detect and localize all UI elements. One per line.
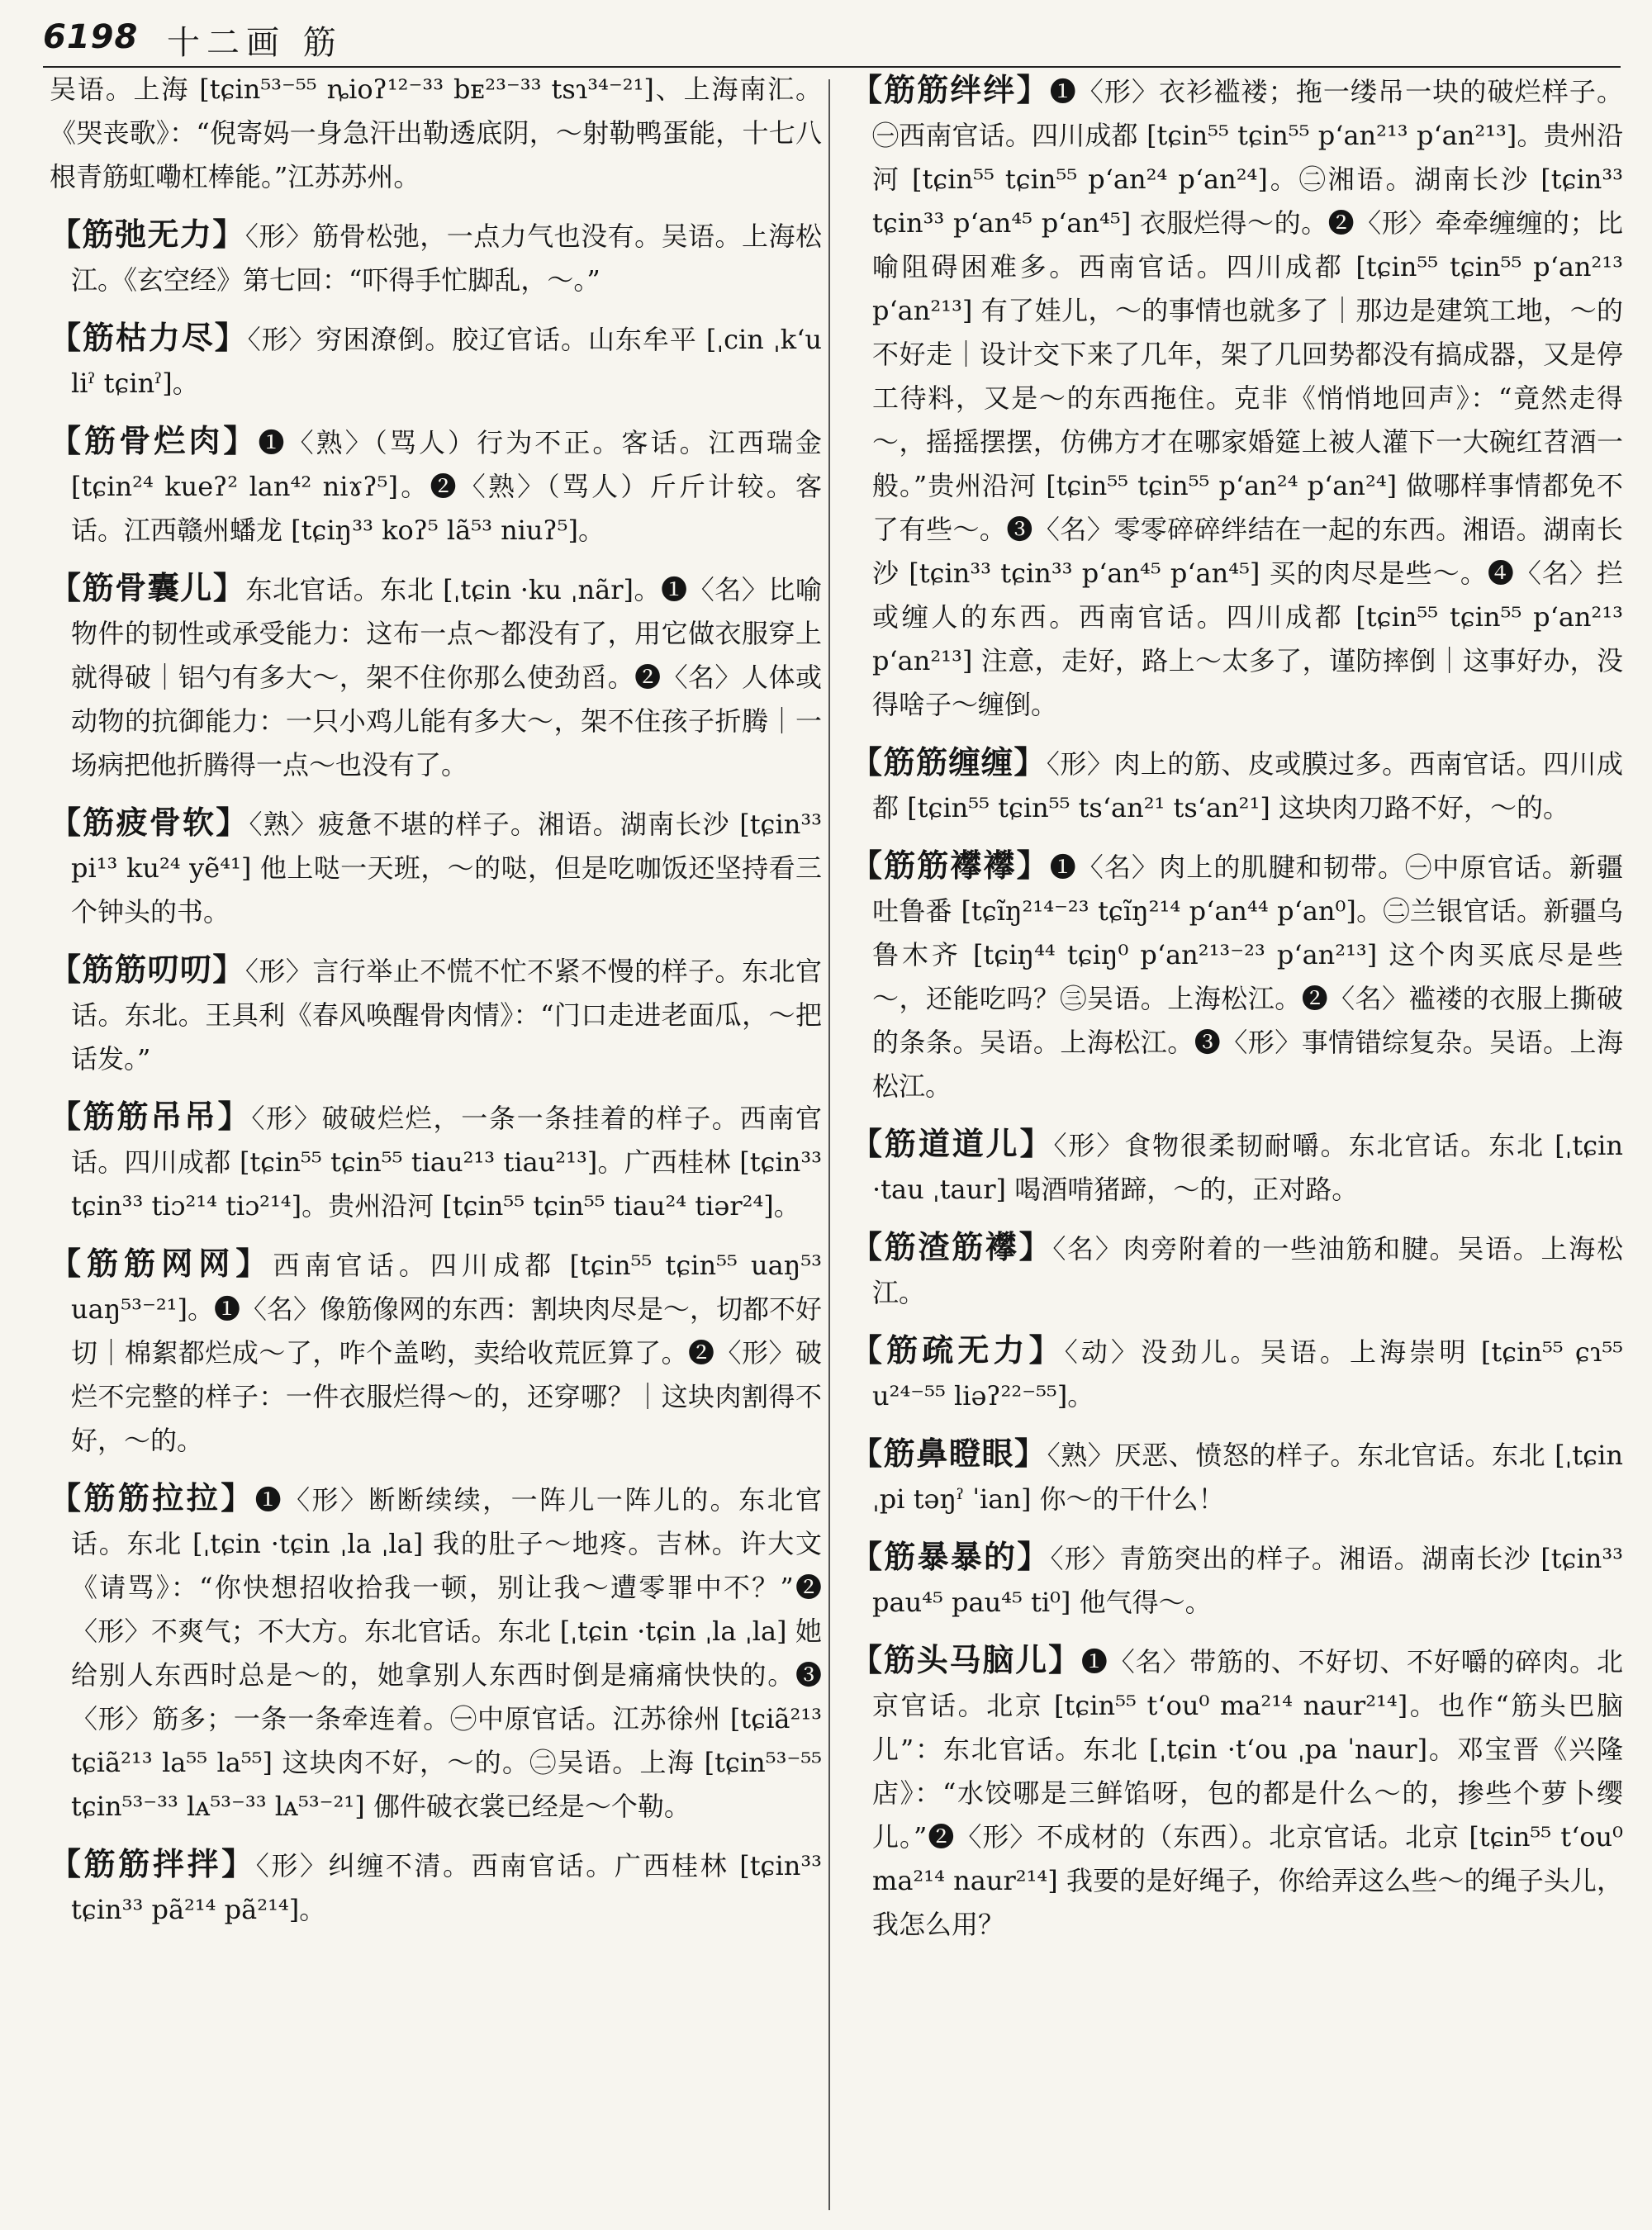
entry-headword: 【筋骨囊儿】: [50, 569, 246, 606]
dictionary-entry: [50, 1094, 822, 1228]
page-number: 6198: [43, 18, 139, 56]
entry-definition: ❶〈名〉肉上的肌腱和韧带。㊀中原官话。新疆吐鲁番 [tɕĩŋ²¹⁴⁻²³ tɕĩŋ²¹⁴ p‘an⁴⁴ p‘an⁰]。㊁兰银官话。新疆乌鲁木齐 [tɕiŋ⁴⁴ tɕiŋ⁰ p‘an²¹³⁻²³ p‘an²¹³] 这个肉买底尽是些～，还能吃吗？㊂吴语。上海松江。❷〈名〉褴褛的衣服上撕破的条条。吴语。上海松江。❸〈形〉事情错综复杂。吴语。上海松江。: [872, 852, 1623, 1102]
dictionary-entry: [50, 419, 822, 553]
entry-definition: 〈形〉筋骨松弛，一点力气也没有。吴语。上海松江。《玄空经》第七回：“吓得手忙脚乱，～。”: [71, 221, 822, 296]
dictionary-entry: [851, 1328, 1623, 1418]
dictionary-entry: [851, 68, 1623, 727]
entry-headword: 【筋暴暴的】: [851, 1538, 1051, 1575]
entry-headword: 【筋筋绊绊】: [851, 71, 1050, 108]
running-head: 十二画 筋: [167, 24, 343, 62]
entry-headword: 【筋筋缠缠】: [851, 743, 1047, 780]
entry-headword: 【筋筋吊吊】: [50, 1098, 252, 1135]
entry-headword: 【筋道道儿】: [851, 1125, 1054, 1162]
entry-headword: 【筋筋襻襻】: [851, 847, 1050, 884]
dictionary-entry: [851, 1225, 1623, 1315]
entry-headword: 【筋弛无力】: [50, 216, 245, 253]
right-column: [851, 68, 1623, 2215]
entry-definition: 东北官话。东北 [ˌtɕin ·ku ˌnãr]。❶〈名〉比喻物件的韧性或承受能力：这布一点～都没有了，用它做衣服穿上就得破｜铝勺有多大～，架不住你那么使劲舀。❷〈名〉人体或动物的抗御能力：一只小鸡儿能有多大～，架不住孩子折腾｜一场病把他折腾得一点～也没有了。: [71, 574, 822, 780]
entry-headword: 【筋鼻瞪眼】: [851, 1435, 1047, 1472]
entry-definition: ❶〈形〉衣衫褴褛；拖一缕吊一块的破烂样子。㊀西南官话。四川成都 [tɕin⁵⁵ tɕin⁵⁵ p‘an²¹³ p‘an²¹³]。贵州沿河 [tɕin⁵⁵ tɕin⁵⁵ p‘an²⁴ p‘an²⁴]。㊁湘语。湖南长沙 [tɕin³³ tɕin³³ p‘an⁴⁵ p‘an⁴⁵] 衣服烂得～的。❷〈形〉牵牵缠缠的；比喻阻碍困难多。西南官话。四川成都 [tɕin⁵⁵ tɕin⁵⁵ p‘an²¹³ p‘an²¹³] 有了娃儿，～的事情也就多了｜那边是建筑工地，～的不好走｜设计交下来了几年，架了几回势都没有搞成器，又是停工待料，又是～的东西拖住。克非《悄悄地回声》：“竟然走得～，摇摇摆摆，仿佛方才在哪家婚筵上被人灌下一大碗红苕酒一般。”贵州沿河 [tɕin⁵⁵ tɕin⁵⁵ p‘an²⁴ p‘an²⁴] 做哪样事情都免不了有些～。❸〈名〉零零碎碎绊结在一起的东西。湘语。湖南长沙 [tɕin³³ tɕin³³ p‘an⁴⁵ p‘an⁴⁵] 买的肉尽是些～。❹〈名〉拦或缠人的东西。西南官话。四川成都 [tɕin⁵⁵ tɕin⁵⁵ p‘an²¹³ p‘an²¹³] 注意，走好，路上～太多了，谨防摔倒｜这事好办，没得啥子～缠倒。: [872, 76, 1623, 720]
entry-definition: 〈形〉肉上的筋、皮或膜过多。西南官话。四川成都 [tɕin⁵⁵ tɕin⁵⁵ ts‘an²¹ ts‘an²¹] 这块肉刀路不好，～的。: [872, 748, 1623, 823]
entry-headword: 【筋筋叨叨】: [50, 951, 245, 988]
left-column: [50, 68, 822, 2215]
entry-headword: 【筋渣筋襻】: [851, 1228, 1053, 1265]
column-divider: [828, 79, 830, 2210]
dictionary-entry: [50, 800, 822, 934]
entry-continuation: [50, 68, 822, 199]
page-header: [43, 17, 1621, 68]
entry-definition: 吴语。上海 [tɕin⁵³⁻⁵⁵ ȵioʔ¹²⁻³³ bᴇ²³⁻³³ tsɿ³⁴⁻²¹]、上海南汇。《哭丧歌》：“倪寄妈一身急汗出勒透底阴，～射勒鸭蛋能，十七八根青筋虹嘞杠棒能。”江苏苏州。: [50, 74, 822, 192]
entry-definition: 〈动〉没劲儿。吴语。上海崇明 [tɕin⁵⁵ ɕɿ⁵⁵ u²⁴⁻⁵⁵ liəʔ²²⁻⁵⁵]。: [872, 1336, 1623, 1412]
entry-headword: 【筋骨烂肉】: [50, 422, 259, 459]
entry-headword: 【筋筋拉拉】: [50, 1479, 255, 1516]
dictionary-entry: [851, 1535, 1623, 1625]
entry-headword: 【筋疏无力】: [851, 1331, 1065, 1369]
entry-definition: 〈名〉肉旁附着的一些油筋和腱。吴语。上海松江。: [872, 1233, 1623, 1308]
entry-definition: 〈形〉破破烂烂，一条一条挂着的样子。西南官话。四川成都 [tɕin⁵⁵ tɕin⁵⁵ tiau²¹³ tiau²¹³]。广西桂林 [tɕin³³ tɕin³³ tiɔ²¹⁴ tiɔ²¹⁴]。贵州沿河 [tɕin⁵⁵ tɕin⁵⁵ tiau²⁴ tiər²⁴]。: [71, 1103, 822, 1222]
dictionary-entry: [50, 566, 822, 787]
entry-definition: 〈形〉言行举止不慌不忙不紧不慢的样子。东北官话。东北。王具利《春风唤醒骨肉情》：“门口走进老面瓜，～把话发。”: [71, 956, 822, 1075]
entry-definition: 〈形〉青筋突出的样子。湘语。湖南长沙 [tɕin³³ pau⁴⁵ pau⁴⁵ ti⁰] 他气得～。: [872, 1543, 1623, 1618]
entry-headword: 【筋头马脑儿】: [851, 1641, 1081, 1678]
dictionary-entry: [50, 1842, 822, 1932]
entry-headword: 【筋枯力尽】: [50, 319, 248, 356]
dictionary-entry: [851, 1122, 1623, 1212]
entry-definition: ❶〈形〉断断续续，一阵儿一阵儿的。东北官话。东北 [ˌtɕin ·tɕin ˌla ˌla] 我的肚子～地疼。吉林。许大文《请骂》：“你快想招收拾我一顿，别让我～遭零罪中不？”❷〈形〉不爽气；不大方。东北官话。东北 [ˌtɕin ·tɕin ˌla ˌla] 她给别人东西时总是～的，她拿别人东西时倒是痛痛快快的。❸〈形〉筋多；一条一条牵连着。㊀中原官话。江苏徐州 [tɕiã²¹³ tɕiã²¹³ la⁵⁵ la⁵⁵] 这块肉不好，～的。㊁吴语。上海 [tɕin⁵³⁻⁵⁵ tɕin⁵³⁻³³ lᴀ⁵³⁻³³ lᴀ⁵³⁻²¹] 㑚件破衣裳已经是～个勒。: [71, 1484, 822, 1822]
entry-definition: 〈熟〉厌恶、愤怒的样子。东北官话。东北 [ˌtɕin ˌpi təŋˀ ˈian] 你～的干什么！: [872, 1440, 1623, 1515]
dictionary-entry: [50, 947, 822, 1081]
dictionary-entry: [851, 1638, 1623, 1947]
dictionary-entry: [851, 843, 1623, 1108]
entry-definition: 西南官话。四川成都 [tɕin⁵⁵ tɕin⁵⁵ uaŋ⁵³ uaŋ⁵³⁻²¹]。❶〈名〉像筋像网的东西：割块肉尽是～，切都不好切｜棉絮都烂成～了，咋个盖哟，卖给收荒匠算了。❷〈形〉破烂不完整的样子：一件衣服烂得～的，还穿哪？｜这块肉割得不好，～的。: [71, 1250, 822, 1456]
dictionary-entry: [50, 212, 822, 302]
entry-definition: ❶〈熟〉（骂人）行为不正。客话。江西瑞金 [tɕin²⁴ kueʔ² lan⁴² niɤʔ⁵]。❷〈熟〉（骂人）斤斤计较。客话。江西赣州蟠龙 [tɕiŋ³³ koʔ⁵ lã⁵³ niuʔ⁵]。: [71, 427, 822, 546]
dictionary-entry: [851, 740, 1623, 830]
entry-headword: 【筋筋拌拌】: [50, 1845, 256, 1882]
entry-definition: 〈形〉纠缠不清。西南官话。广西桂林 [tɕin³³ tɕin³³ pã²¹⁴ pã²¹⁴]。: [71, 1850, 822, 1925]
entry-definition: ❶〈名〉带筋的、不好切、不好嚼的碎肉。北京官话。北京 [tɕin⁵⁵ t‘ou⁰ ma²¹⁴ naur²¹⁴]。也作“筋头巴脑儿”：东北官话。东北 [ˌtɕin ·t‘ou ˌpa ˈnaur]。邓宝晋《兴隆店》：“水饺哪是三鲜馅呀，包的都是什么～的，掺些个萝卜缨儿。”❷〈形〉不成材的（东西）。北京官话。北京 [tɕin⁵⁵ t‘ou⁰ ma²¹⁴ naur²¹⁴] 我要的是好绳子，你给弄这么些～的绳子头儿，我怎么用？: [872, 1646, 1623, 1940]
entry-definition: 〈形〉穷困潦倒。胶辽官话。山东牟平 [ˌcin ˌk‘u liˀ tɕinˀ]。: [71, 324, 822, 399]
dictionary-entry: [50, 1476, 822, 1829]
entry-headword: 【筋疲骨软】: [50, 804, 249, 841]
entry-headword: 【筋筋网网】: [50, 1245, 273, 1282]
entry-definition: 〈形〉食物很柔韧耐嚼。东北官话。东北 [ˌtɕin ·tau ˌtaur] 喝酒啃猪蹄，～的，正对路。: [872, 1130, 1623, 1205]
dictionary-entry: [851, 1431, 1623, 1521]
dictionary-entry: [50, 1241, 822, 1463]
entry-definition: 〈熟〉疲惫不堪的样子。湘语。湖南长沙 [tɕin³³ pi¹³ ku²⁴ yẽ⁴¹] 他上哒一天班，～的哒，但是吃咖饭还坚持看三个钟头的书。: [71, 809, 822, 928]
dictionary-entry: [50, 316, 822, 406]
